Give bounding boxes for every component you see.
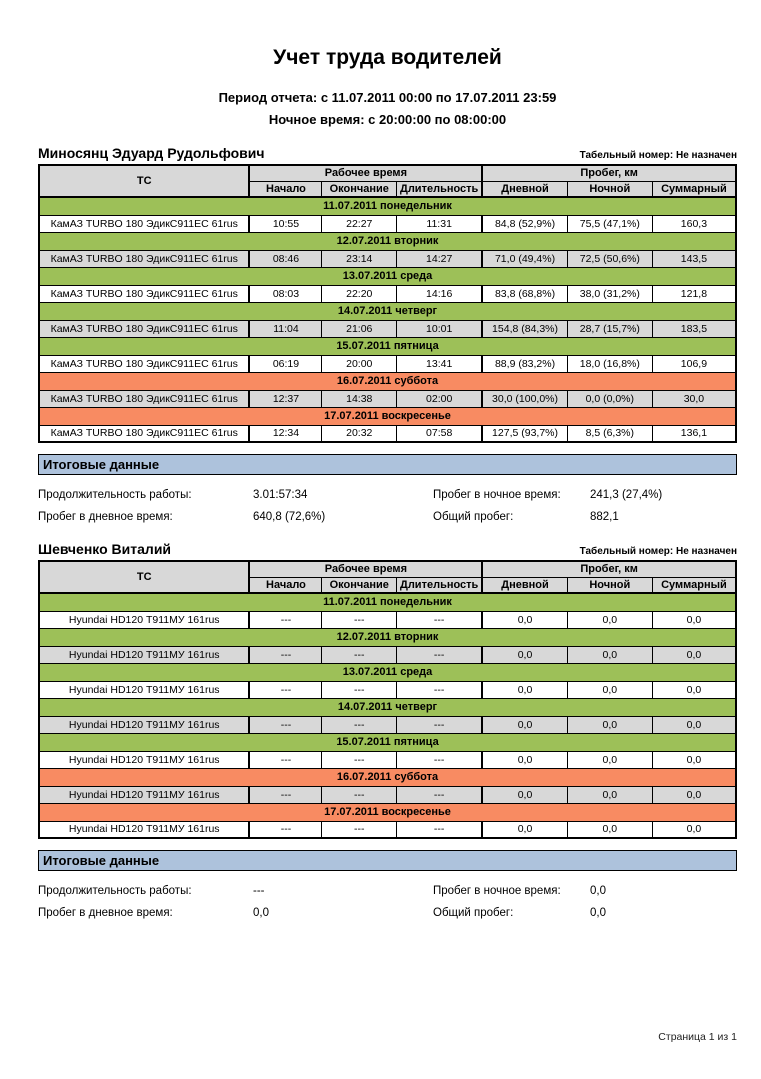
cell-end: --- xyxy=(322,646,397,663)
day-band-row xyxy=(39,733,736,751)
day-band-row xyxy=(39,593,736,611)
cell-end: 23:14 xyxy=(322,250,397,267)
totals-title-bar: Итоговые данные xyxy=(38,454,737,475)
night-time-line: Ночное время: с 20:00:00 по 08:00:00 xyxy=(268,112,507,127)
cell-duration: 14:16 xyxy=(397,285,483,302)
cell-day-km: 0,0 xyxy=(482,786,567,803)
cell-start: --- xyxy=(249,751,321,768)
table-row xyxy=(39,390,736,407)
value-day-mileage: 0,0 xyxy=(253,907,269,919)
cell-night-km: 38,0 (31,2%) xyxy=(567,285,652,302)
cell-duration: 10:01 xyxy=(397,320,483,337)
cell-duration: --- xyxy=(397,821,483,838)
cell-end: 22:27 xyxy=(322,215,397,232)
cell-vehicle: КамАЗ TURBO 180 ЭдикС911ЕС 61rus xyxy=(39,250,249,267)
cell-vehicle: Hyundai HD120 Т911МУ 161rus xyxy=(39,751,249,768)
value-night-mileage: 0,0 xyxy=(590,885,606,897)
cell-start: 11:04 xyxy=(249,320,321,337)
day-band: 11.07.2011 понедельник xyxy=(39,197,736,215)
drivers-container xyxy=(38,145,737,919)
table-row xyxy=(39,646,736,663)
day-band-row xyxy=(39,372,736,390)
cell-total-km: 106,9 xyxy=(652,355,736,372)
col-header-total-km: Суммарный xyxy=(652,181,736,197)
col-header-night-km: Ночной xyxy=(567,181,652,197)
table-body xyxy=(39,197,736,442)
cell-start: --- xyxy=(249,821,321,838)
cell-end: --- xyxy=(322,716,397,733)
driver-section xyxy=(38,541,737,919)
value-duration: 3.01:57:34 xyxy=(253,489,308,501)
label-total-mileage: Общий пробег: xyxy=(433,907,514,919)
table-head-group-row xyxy=(39,165,736,181)
cell-night-km: 0,0 xyxy=(567,751,652,768)
cell-start: 12:34 xyxy=(249,425,321,442)
col-header-duration: Длительность xyxy=(397,181,483,197)
table-row xyxy=(39,250,736,267)
day-band-row xyxy=(39,337,736,355)
cell-night-km: 0,0 xyxy=(567,716,652,733)
table-head xyxy=(39,561,736,593)
day-band-row xyxy=(39,698,736,716)
cell-start: 12:37 xyxy=(249,390,321,407)
totals-grid xyxy=(38,885,737,919)
value-total-mileage: 0,0 xyxy=(590,907,606,919)
cell-end: 20:00 xyxy=(322,355,397,372)
cell-day-km: 127,5 (93,7%) xyxy=(482,425,567,442)
cell-night-km: 0,0 (0,0%) xyxy=(567,390,652,407)
cell-night-km: 75,5 (47,1%) xyxy=(567,215,652,232)
cell-vehicle: КамАЗ TURBO 180 ЭдикС911ЕС 61rus xyxy=(39,390,249,407)
cell-start: 10:55 xyxy=(249,215,321,232)
col-group-work-time: Рабочее время xyxy=(249,561,482,577)
cell-total-km: 30,0 xyxy=(652,390,736,407)
day-band: 12.07.2011 вторник xyxy=(39,232,736,250)
day-band-row xyxy=(39,302,736,320)
page-title: Учет труда водителей xyxy=(273,46,502,69)
cell-vehicle: Hyundai HD120 Т911МУ 161rus xyxy=(39,821,249,838)
label-night-mileage: Пробег в ночное время: xyxy=(433,885,561,897)
cell-total-km: 136,1 xyxy=(652,425,736,442)
cell-total-km: 143,5 xyxy=(652,250,736,267)
day-band: 16.07.2011 суббота xyxy=(39,372,736,390)
cell-vehicle: КамАЗ TURBO 180 ЭдикС911ЕС 61rus xyxy=(39,285,249,302)
driver-work-table xyxy=(38,164,737,443)
cell-total-km: 0,0 xyxy=(652,786,736,803)
table-row xyxy=(39,425,736,442)
cell-total-km: 0,0 xyxy=(652,681,736,698)
cell-start: 06:19 xyxy=(249,355,321,372)
cell-start: --- xyxy=(249,646,321,663)
col-group-work-time: Рабочее время xyxy=(249,165,482,181)
cell-end: --- xyxy=(322,821,397,838)
label-night-mileage: Пробег в ночное время: xyxy=(433,489,561,501)
cell-vehicle: КамАЗ TURBO 180 ЭдикС911ЕС 61rus xyxy=(39,355,249,372)
cell-duration: 14:27 xyxy=(397,250,483,267)
table-row xyxy=(39,355,736,372)
cell-day-km: 30,0 (100,0%) xyxy=(482,390,567,407)
table-row xyxy=(39,320,736,337)
cell-night-km: 0,0 xyxy=(567,821,652,838)
day-band-row xyxy=(39,407,736,425)
col-header-start: Начало xyxy=(249,181,321,197)
cell-vehicle: КамАЗ TURBO 180 ЭдикС911ЕС 61rus xyxy=(39,215,249,232)
cell-day-km: 0,0 xyxy=(482,751,567,768)
cell-night-km: 0,0 xyxy=(567,646,652,663)
cell-night-km: 72,5 (50,6%) xyxy=(567,250,652,267)
cell-duration: 11:31 xyxy=(397,215,483,232)
cell-day-km: 0,0 xyxy=(482,681,567,698)
cell-night-km: 18,0 (16,8%) xyxy=(567,355,652,372)
day-band-row xyxy=(39,803,736,821)
value-total-mileage: 882,1 xyxy=(590,511,619,523)
table-body xyxy=(39,593,736,838)
table-row xyxy=(39,285,736,302)
cell-end: 14:38 xyxy=(322,390,397,407)
cell-start: --- xyxy=(249,716,321,733)
table-row xyxy=(39,821,736,838)
cell-end: --- xyxy=(322,786,397,803)
cell-vehicle: Hyundai HD120 Т911МУ 161rus xyxy=(39,786,249,803)
driver-section xyxy=(38,145,737,523)
day-band: 13.07.2011 среда xyxy=(39,663,736,681)
cell-end: 21:06 xyxy=(322,320,397,337)
cell-vehicle: КамАЗ TURBO 180 ЭдикС911ЕС 61rus xyxy=(39,425,249,442)
day-band: 12.07.2011 вторник xyxy=(39,628,736,646)
day-band-row xyxy=(39,768,736,786)
value-night-mileage: 241,3 (27,4%) xyxy=(590,489,663,501)
cell-start: 08:46 xyxy=(249,250,321,267)
cell-duration: --- xyxy=(397,786,483,803)
cell-day-km: 83,8 (68,8%) xyxy=(482,285,567,302)
col-header-duration: Длительность xyxy=(397,577,483,593)
col-header-end: Окончание xyxy=(322,181,397,197)
label-day-mileage: Пробег в дневное время: xyxy=(38,907,173,919)
label-total-mileage: Общий пробег: xyxy=(433,511,514,523)
cell-duration: --- xyxy=(397,611,483,628)
col-header-vehicle: ТС xyxy=(39,561,249,593)
cell-night-km: 28,7 (15,7%) xyxy=(567,320,652,337)
col-header-day-km: Дневной xyxy=(482,181,567,197)
cell-duration: 13:41 xyxy=(397,355,483,372)
personnel-number: Табельный номер: Не назначен xyxy=(579,150,737,161)
cell-day-km: 154,8 (84,3%) xyxy=(482,320,567,337)
cell-total-km: 160,3 xyxy=(652,215,736,232)
cell-night-km: 8,5 (6,3%) xyxy=(567,425,652,442)
cell-day-km: 0,0 xyxy=(482,716,567,733)
table-head xyxy=(39,165,736,197)
col-group-mileage: Пробег, км xyxy=(482,561,736,577)
cell-day-km: 88,9 (83,2%) xyxy=(482,355,567,372)
report-period-line: Период отчета: с 11.07.2011 00:00 по 17.07.2011 23:59 xyxy=(218,90,557,105)
cell-total-km: 0,0 xyxy=(652,611,736,628)
day-band-row xyxy=(39,197,736,215)
cell-start: --- xyxy=(249,786,321,803)
cell-night-km: 0,0 xyxy=(567,786,652,803)
cell-end: 20:32 xyxy=(322,425,397,442)
cell-day-km: 84,8 (52,9%) xyxy=(482,215,567,232)
cell-day-km: 0,0 xyxy=(482,611,567,628)
cell-duration: 02:00 xyxy=(397,390,483,407)
value-duration: --- xyxy=(253,885,265,897)
table-row xyxy=(39,681,736,698)
driver-header xyxy=(38,541,737,557)
table-row xyxy=(39,786,736,803)
personnel-number: Табельный номер: Не назначен xyxy=(579,546,737,557)
cell-vehicle: Hyundai HD120 Т911МУ 161rus xyxy=(39,716,249,733)
table-head-group-row xyxy=(39,561,736,577)
cell-duration: --- xyxy=(397,716,483,733)
cell-total-km: 0,0 xyxy=(652,751,736,768)
cell-total-km: 0,0 xyxy=(652,646,736,663)
label-day-mileage: Пробег в дневное время: xyxy=(38,511,173,523)
cell-total-km: 0,0 xyxy=(652,716,736,733)
day-band: 11.07.2011 понедельник xyxy=(39,593,736,611)
col-header-total-km: Суммарный xyxy=(652,577,736,593)
cell-end: --- xyxy=(322,681,397,698)
cell-vehicle: Hyundai HD120 Т911МУ 161rus xyxy=(39,646,249,663)
totals-grid xyxy=(38,489,737,523)
day-band-row xyxy=(39,267,736,285)
table-row xyxy=(39,716,736,733)
cell-end: --- xyxy=(322,611,397,628)
page-number: Страница 1 из 1 xyxy=(658,1031,737,1043)
col-header-start: Начало xyxy=(249,577,321,593)
day-band: 14.07.2011 четверг xyxy=(39,302,736,320)
cell-duration: --- xyxy=(397,681,483,698)
cell-total-km: 121,8 xyxy=(652,285,736,302)
day-band-row xyxy=(39,232,736,250)
table-row xyxy=(39,215,736,232)
day-band: 17.07.2011 воскресенье xyxy=(39,407,736,425)
cell-vehicle: Hyundai HD120 Т911МУ 161rus xyxy=(39,681,249,698)
day-band-row xyxy=(39,628,736,646)
cell-total-km: 0,0 xyxy=(652,821,736,838)
table-row xyxy=(39,751,736,768)
cell-start: --- xyxy=(249,611,321,628)
totals-title-bar: Итоговые данные xyxy=(38,850,737,871)
cell-day-km: 71,0 (49,4%) xyxy=(482,250,567,267)
col-header-night-km: Ночной xyxy=(567,577,652,593)
col-header-day-km: Дневной xyxy=(482,577,567,593)
col-group-mileage: Пробег, км xyxy=(482,165,736,181)
cell-end: --- xyxy=(322,751,397,768)
label-duration: Продолжительность работы: xyxy=(38,489,192,501)
driver-work-table xyxy=(38,560,737,839)
col-header-end: Окончание xyxy=(322,577,397,593)
cell-start: --- xyxy=(249,681,321,698)
cell-day-km: 0,0 xyxy=(482,646,567,663)
cell-day-km: 0,0 xyxy=(482,821,567,838)
cell-night-km: 0,0 xyxy=(567,611,652,628)
col-header-vehicle: ТС xyxy=(39,165,249,197)
day-band: 16.07.2011 суббота xyxy=(39,768,736,786)
day-band: 14.07.2011 четверг xyxy=(39,698,736,716)
cell-duration: --- xyxy=(397,751,483,768)
cell-night-km: 0,0 xyxy=(567,681,652,698)
cell-total-km: 183,5 xyxy=(652,320,736,337)
day-band: 15.07.2011 пятница xyxy=(39,733,736,751)
label-duration: Продолжительность работы: xyxy=(38,885,192,897)
cell-start: 08:03 xyxy=(249,285,321,302)
table-row xyxy=(39,611,736,628)
driver-header xyxy=(38,145,737,161)
cell-vehicle: Hyundai HD120 Т911МУ 161rus xyxy=(39,611,249,628)
driver-name: Шевченко Виталий xyxy=(38,541,172,557)
cell-duration: --- xyxy=(397,646,483,663)
day-band-row xyxy=(39,663,736,681)
cell-end: 22:20 xyxy=(322,285,397,302)
cell-duration: 07:58 xyxy=(397,425,483,442)
cell-vehicle: КамАЗ TURBO 180 ЭдикС911ЕС 61rus xyxy=(39,320,249,337)
value-day-mileage: 640,8 (72,6%) xyxy=(253,511,326,523)
day-band: 15.07.2011 пятница xyxy=(39,337,736,355)
day-band: 17.07.2011 воскресенье xyxy=(39,803,736,821)
day-band: 13.07.2011 среда xyxy=(39,267,736,285)
driver-name: Миносянц Эдуард Рудольфович xyxy=(38,145,265,161)
